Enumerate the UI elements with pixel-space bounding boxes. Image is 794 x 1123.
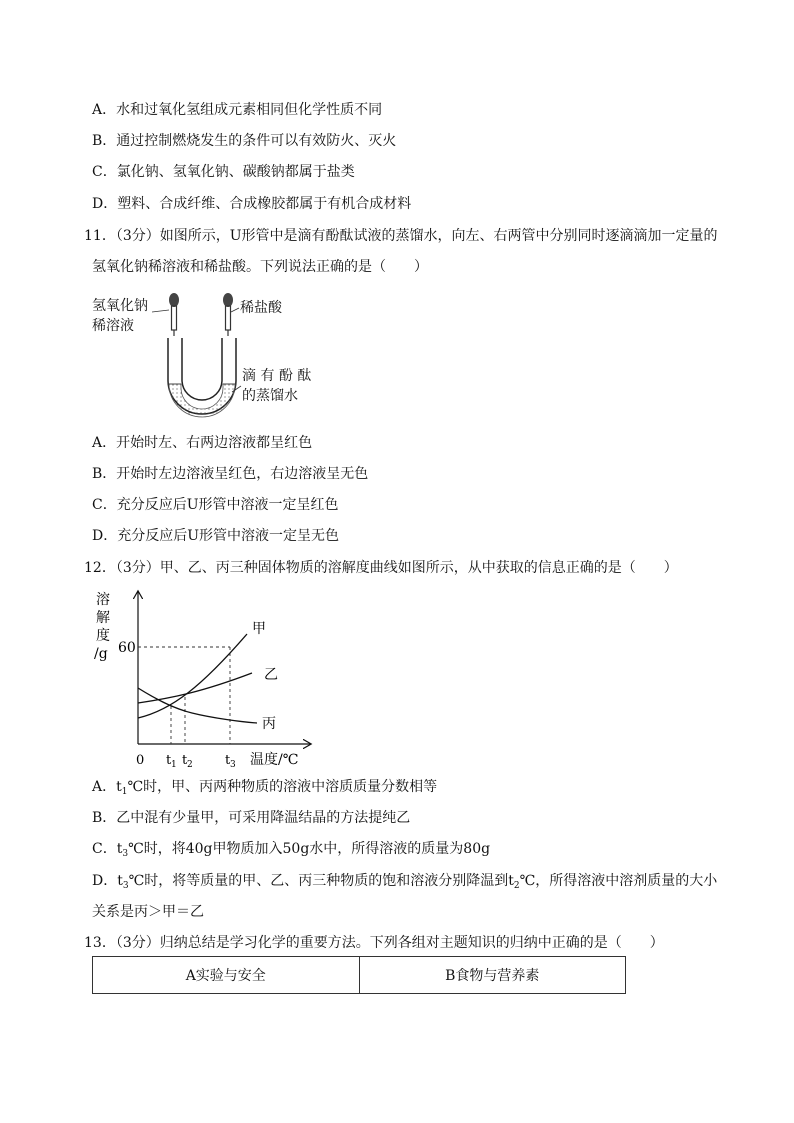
u-tube-figure xyxy=(92,288,332,424)
q13-table xyxy=(92,956,626,994)
q10-option-a: A．水和过氧化氢组成元素相同但化学性质不同 xyxy=(92,102,383,118)
y-label-2: 解 xyxy=(96,610,110,626)
x-t2: t xyxy=(182,753,188,768)
q10-option-c: C．氯化钠、氢氧化钠、碳酸钠都属于盐类 xyxy=(92,164,355,180)
q11-option-c: C．充分反应后U形管中溶液一定呈红色 xyxy=(92,497,339,513)
q12-stem: 12．（3分）甲、乙、丙三种固体物质的溶解度曲线如图所示，从中获取的信息正确的是（ ） xyxy=(84,560,678,576)
label-hcl: 稀盐酸 xyxy=(240,300,282,316)
label-water-1: 滴 有 酚 酞 xyxy=(242,368,312,384)
q11-option-d: D．充分反应后U形管中溶液一定呈无色 xyxy=(92,528,340,544)
label-bing: 丙 xyxy=(262,716,276,732)
label-naoh-1: 氢氧化钠 xyxy=(92,298,148,314)
q11-stem-line1: 11．（3分）如图所示，U形管中是滴有酚酞试液的蒸馏水，向左、右两管中分别同时逐滴滴加一定量的 xyxy=(84,228,718,244)
solubility-curve-figure xyxy=(92,586,324,768)
x-t1-sub: 1 xyxy=(171,760,177,768)
q13-header-b: B食物与营养素 xyxy=(359,957,626,994)
curve-bing xyxy=(138,688,257,723)
q12-option-b: B．乙中混有少量甲，可采用降温结晶的方法提纯乙 xyxy=(92,810,411,826)
x-t2-sub: 2 xyxy=(187,760,193,768)
q13-stem: 13．（3分）归纳总结是学习化学的重要方法。下列各组对主题知识的归纳中正确的是（ ） xyxy=(84,935,664,951)
label-yi: 乙 xyxy=(264,667,278,683)
y-tick-60: 60 xyxy=(118,640,136,656)
label-water-2: 的蒸馏水 xyxy=(242,388,298,404)
q10-option-b: B．通过控制燃烧发生的条件可以有效防火、灭火 xyxy=(92,133,397,149)
right-dropper-icon xyxy=(223,293,233,336)
label-jia: 甲 xyxy=(252,621,266,637)
q13-header-a: A实验与安全 xyxy=(93,957,360,994)
q10-option-d: D．塑料、合成纤维、合成橡胶都属于有机合成材料 xyxy=(92,196,412,212)
q12-option-a: A．$t_1℃$时，甲、丙两种物质的溶液中溶质质量分数相等 xyxy=(92,779,438,797)
y-label-4: /g xyxy=(94,646,108,662)
x-t1: t xyxy=(166,753,172,768)
left-dropper-icon xyxy=(169,293,179,336)
x-origin: 0 xyxy=(136,753,145,768)
y-label-1: 溶 xyxy=(96,592,110,608)
q12-option-c: C．$t_3℃$时，将40g甲物质加入50g水中，所得溶液的质量为80g xyxy=(92,841,491,859)
x-t3-sub: 3 xyxy=(230,760,236,768)
q11-stem-line2: 氢氧化钠稀溶液和稀盐酸。下列说法正确的是（ ） xyxy=(92,259,428,275)
label-naoh-2: 稀溶液 xyxy=(92,318,134,334)
x-t3: t xyxy=(225,753,231,768)
y-label-3: 度 xyxy=(96,628,110,644)
q11-option-b: B．开始时左边溶液呈红色，右边溶液呈无色 xyxy=(92,466,369,482)
x-label: 温度/℃ xyxy=(250,752,299,768)
q12-option-d-cont: 关系是丙＞甲＝乙 xyxy=(92,904,204,920)
q12-option-d: D．$t_3℃$时，将等质量的甲、乙、丙三种物质的饱和溶液分别降温到$t_2℃$，所得溶液中溶剂质量的大小 xyxy=(92,873,718,891)
q11-option-a: A．开始时左、右两边溶液都呈红色 xyxy=(92,435,313,451)
